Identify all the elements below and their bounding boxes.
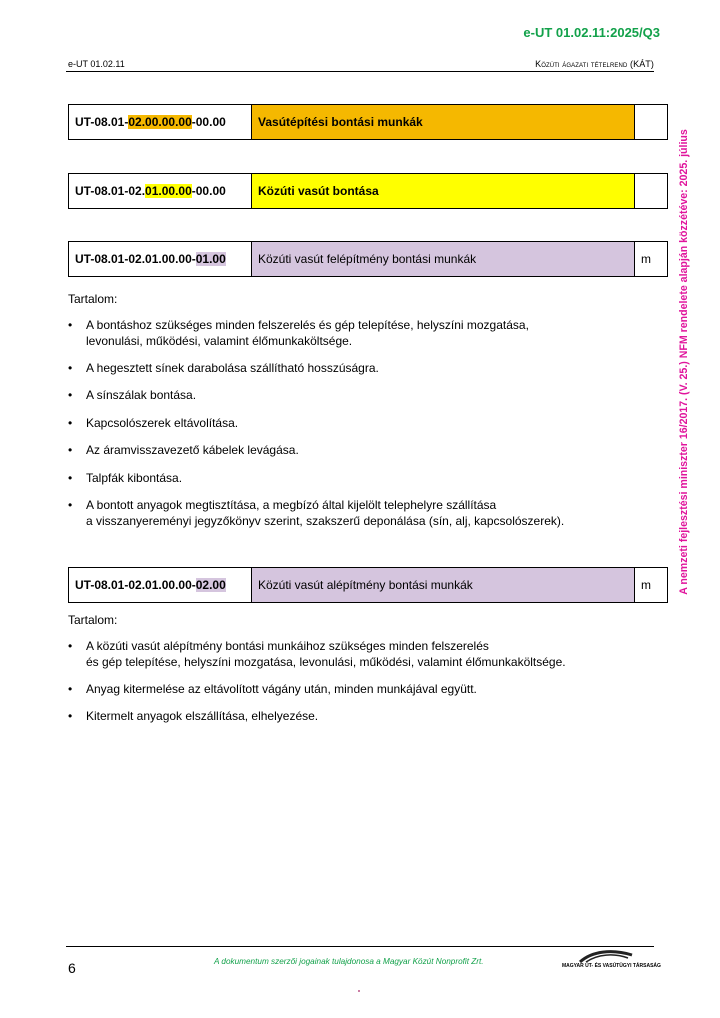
dot-mark (358, 990, 360, 992)
code-row-1 (68, 104, 668, 140)
header-left: e-UT 01.02.11 (68, 59, 125, 69)
code-suffix: -00.00 (191, 184, 226, 198)
side-note-text: A nemzeti fejlesztési miniszter 16/2017. (V. 25.) NFM rendelete alapján közzétéve: 2025. július (678, 128, 690, 595)
list-item: • Talpfák kibontása. (68, 471, 638, 487)
item-title: Közúti vasút felépítmény bontási munkák (252, 242, 635, 277)
list-item: • A bontáshoz szükséges minden felszerelés és gép telepítése, helyszíni mozgatása, levonulási, működési, valamint élőmunkaköltsége. (68, 318, 638, 349)
list-item: • Kitermelt anyagok elszállítása, elhelyezése. (68, 709, 638, 725)
page-number: 6 (68, 960, 76, 976)
item-unit (635, 105, 668, 140)
code-row-4 (68, 567, 668, 603)
header-right (535, 59, 654, 69)
list-item: • A sínszálak bontása. (68, 388, 638, 404)
list-item: • Anyag kitermelése az eltávolított vágány után, minden munkájával együtt. (68, 682, 638, 698)
side-note (673, 89, 695, 634)
code-highlight: 01.00 (195, 252, 226, 266)
item-code (69, 242, 252, 277)
code-row-3 (68, 241, 668, 277)
list-item: • Az áramvisszavezető kábelek levágása. (68, 443, 638, 459)
code-highlight: 01.00.00 (145, 184, 192, 198)
section-1-label: Tartalom: (68, 292, 118, 306)
header-right-text: Közúti ágazati tételrend (KÁT) (535, 59, 654, 69)
code-prefix: UT-08.01-02. (75, 184, 146, 198)
document-code: e-UT 01.02.11:2025/Q3 (523, 25, 660, 40)
item-code (69, 105, 252, 140)
list-item: • A bontott anyagok megtisztítása, a megbízó által kijelölt telephelyre szállítása a visszanyereményi jegyzőkönyv szerint, szakszerű deponálása (sín, alj, kapcsolószerek). (68, 498, 638, 529)
code-prefix: UT-08.01- (75, 115, 129, 129)
section-2-list (68, 639, 638, 737)
item-title: Közúti vasút bontása (252, 174, 635, 209)
code-highlight: 02.00 (195, 578, 226, 592)
code-highlight: 02.00.00.00 (128, 115, 192, 129)
item-title: Közúti vasút alépítmény bontási munkák (252, 568, 635, 603)
code-prefix: UT-08.01-02.01.00.00- (75, 578, 196, 592)
list-item: • A hegesztett sínek darabolása szállítható hosszúságra. (68, 361, 638, 377)
item-code (69, 174, 252, 209)
publisher-logo (562, 949, 661, 971)
item-title: Vasútépítési bontási munkák (252, 105, 635, 140)
list-item: • Kapcsolószerek eltávolítása. (68, 416, 638, 432)
code-row-2 (68, 173, 668, 209)
list-item: • A közúti vasút alépítmény bontási munkáihoz szükséges minden felszerelés és gép telepítése, helyszíni mozgatása, levonulási, működési, valamint élőmunkaköltsége. (68, 639, 638, 670)
footer-divider (66, 946, 654, 947)
code-prefix: UT-08.01-02.01.00.00- (75, 252, 196, 266)
copyright-note: A dokumentum szerzői jogainak tulajdonosa a Magyar Közút Nonprofit Zrt. (214, 957, 484, 966)
section-2-label: Tartalom: (68, 613, 118, 627)
item-unit (635, 174, 668, 209)
item-unit: m (635, 242, 668, 277)
logo-swoosh-icon (562, 949, 658, 963)
item-code (69, 568, 252, 603)
code-suffix: -00.00 (191, 115, 226, 129)
header-divider (66, 71, 654, 72)
logo-text: MAGYAR ÚT- ÉS VASÚTÜGYI TÁRSASÁG (562, 963, 661, 969)
section-1-list (68, 318, 638, 541)
item-unit: m (635, 568, 668, 603)
